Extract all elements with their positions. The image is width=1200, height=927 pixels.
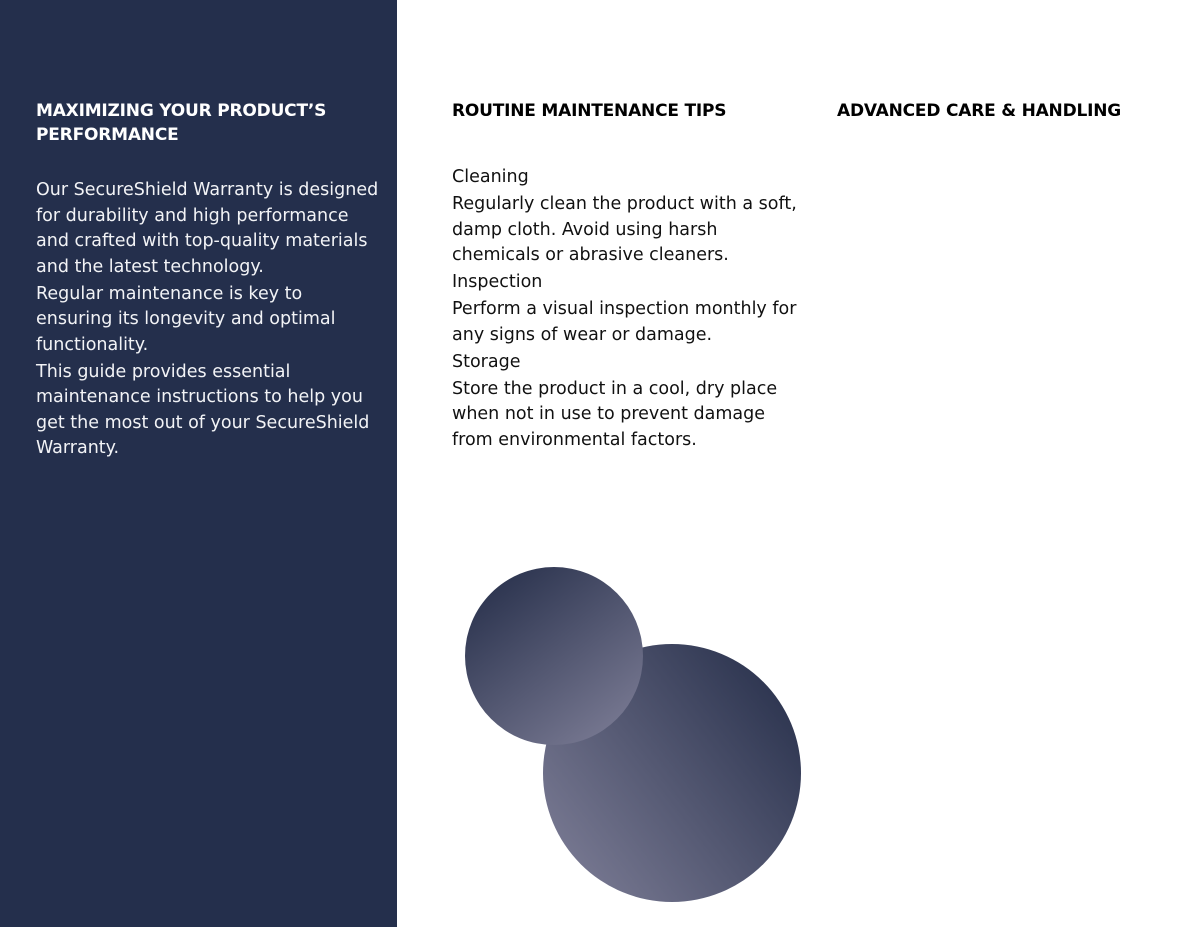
intro-paragraph-2: Regular maintenance is key to ensuring its longevity and optimal functionality.	[36, 283, 336, 355]
tip-body-cleaning: Regularly clean the product with a soft, damp cloth. Avoid using harsh chemicals or abrasive cleaners.	[452, 194, 797, 265]
tip-storage	[452, 350, 797, 454]
tip-body-inspection: Perform a visual inspection monthly for any signs of wear or damage.	[452, 299, 797, 345]
tip-body-storage: Store the product in a cool, dry place when not in use to prevent damage from environmental factors.	[452, 378, 778, 450]
left-panel-title: MAXIMIZING YOUR PRODUCT’S PERFORMANCE	[36, 101, 327, 145]
routine-maintenance-title: ROUTINE MAINTENANCE TIPS	[452, 101, 727, 121]
decorative-circles	[460, 560, 810, 910]
small-circle	[465, 567, 643, 745]
tip-heading-cleaning: Cleaning	[452, 167, 529, 187]
routine-maintenance-list	[452, 165, 797, 455]
tip-cleaning	[452, 165, 797, 269]
advanced-care-title: ADVANCED CARE & HANDLING	[837, 101, 1122, 121]
intro-paragraph-1: Our SecureShield Warranty is designed for durability and high performance and crafted with top-quality materials and the latest technology.	[36, 180, 379, 277]
intro-paragraph-3: This guide provides essential maintenance instructions to help you get the most out of your SecureShield Warranty.	[36, 361, 370, 458]
tip-heading-inspection: Inspection	[452, 272, 543, 292]
left-panel-intro	[36, 178, 381, 463]
tip-inspection	[452, 270, 797, 348]
tip-heading-storage: Storage	[452, 351, 521, 372]
